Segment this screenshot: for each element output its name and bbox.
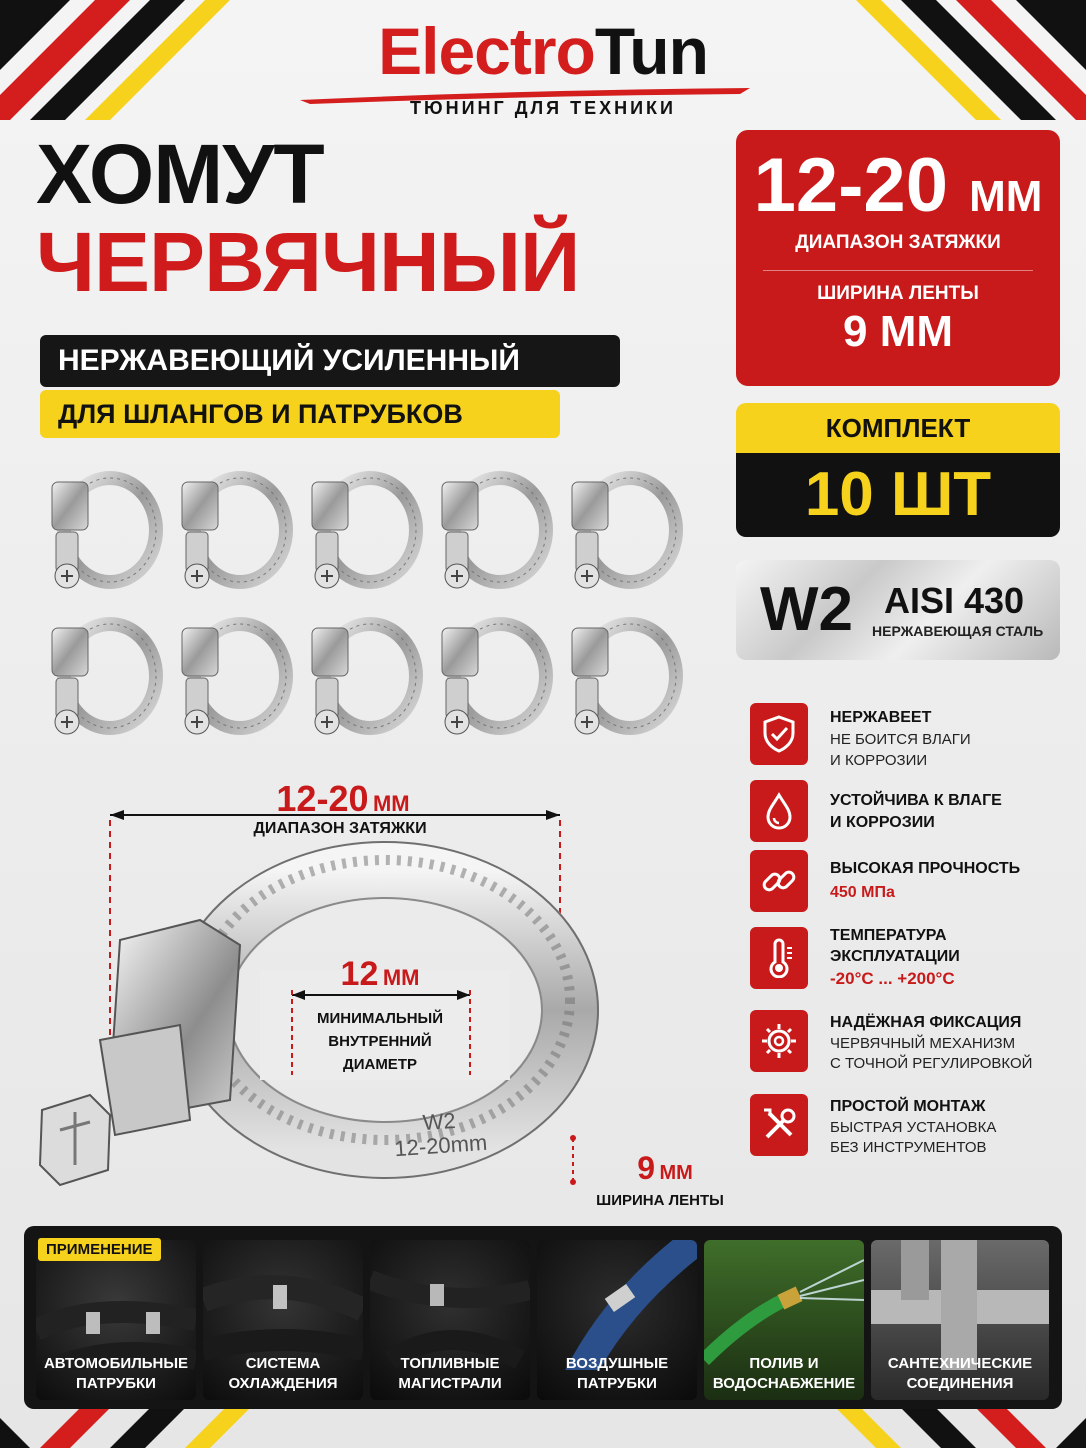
title-line-2: ЧЕРВЯЧНЫЙ — [36, 215, 580, 309]
water-drop-icon — [750, 780, 808, 842]
feature-strength — [750, 850, 1060, 914]
diagram-min-label-3: ДИАМЕТР — [343, 1056, 417, 1073]
diagram-min-label-2: ВНУТРЕННИЙ — [328, 1033, 432, 1050]
title-line-1: ХОМУТ — [36, 127, 324, 221]
range-unit: ММ — [969, 172, 1043, 221]
feature-desc-1: И КОРРОЗИИ — [830, 814, 935, 831]
diagram-width — [615, 1150, 715, 1187]
application-caption — [36, 1354, 196, 1394]
steel-grade: W2 — [760, 575, 853, 644]
feature-desc-1: НЕ БОИТСЯ ВЛАГИ — [830, 731, 971, 748]
application-card — [704, 1240, 864, 1400]
feature-desc-1: ЧЕРВЯЧНЫЙ МЕХАНИЗМ — [830, 1035, 1016, 1052]
feature-title: ПРОСТОЙ МОНТАЖ — [830, 1098, 986, 1115]
feature-desc-1: ЭКСПЛУАТАЦИИ — [830, 948, 960, 965]
feature-desc-2: -20°C ... +200°C — [830, 969, 955, 988]
title-band-yellow: ДЛЯ ШЛАНГОВ И ПАТРУБКОВ — [40, 390, 560, 438]
diagram-min-value: 12 — [340, 955, 379, 993]
feature-moisture — [750, 780, 1060, 844]
application-caption-2: ВОДОСНАБЖЕНИЕ — [712, 1375, 856, 1392]
diagram-range-value: 12-20 — [276, 778, 369, 819]
spec-box — [736, 130, 1060, 386]
application-caption — [537, 1354, 697, 1394]
brand-swoosh — [300, 86, 750, 106]
steel-grade-badge — [736, 560, 1060, 660]
applications-panel — [24, 1226, 1062, 1409]
application-caption-1: САНТЕХНИЧЕСКИЕ — [887, 1355, 1033, 1372]
diagram-width-unit: ММ — [659, 1162, 693, 1184]
application-card — [370, 1240, 530, 1400]
application-caption-1: ВОЗДУШНЫЕ — [565, 1355, 669, 1372]
application-card — [537, 1240, 697, 1400]
diagram-min-unit: ММ — [382, 965, 420, 990]
application-caption — [871, 1354, 1049, 1394]
band-engraving-1: W2 — [421, 1107, 457, 1136]
diagram-range-label: ДИАПАЗОН ЗАТЯЖКИ — [253, 820, 427, 837]
steel-aisi: AISI 430 — [884, 580, 1025, 621]
brand-name — [0, 14, 1086, 88]
width-value: 9 ММ — [843, 307, 953, 356]
application-card — [871, 1240, 1049, 1400]
feature-title: ТЕМПЕРАТУРА — [830, 927, 947, 944]
application-caption-1: ПОЛИВ И — [749, 1355, 819, 1372]
diagram-width-label: ШИРИНА ЛЕНТЫ — [596, 1192, 724, 1209]
feature-fixation — [750, 1010, 1060, 1080]
application-caption — [704, 1354, 864, 1394]
diagram-width-value: 9 — [637, 1150, 655, 1186]
brand-tagline: ТЮНИНГ ДЛЯ ТЕХНИКИ — [410, 98, 676, 118]
kit-count: 10 ШТ — [736, 453, 1060, 537]
feature-desc-2: С ТОЧНОЙ РЕГУЛИРОВКОЙ — [830, 1055, 1033, 1072]
feature-desc-1: БЫСТРАЯ УСТАНОВКА — [830, 1119, 997, 1136]
diagram-min — [300, 955, 460, 994]
application-caption-2: ОХЛАЖДЕНИЯ — [228, 1375, 338, 1392]
thermometer-icon — [750, 927, 808, 989]
application-caption-1: СИСТЕМА — [245, 1355, 321, 1372]
feature-rustproof — [750, 703, 1060, 773]
feature-title: НАДЁЖНАЯ ФИКСАЦИЯ — [830, 1014, 1022, 1031]
feature-installation — [750, 1094, 1060, 1164]
applications-badge: ПРИМЕНЕНИЕ — [38, 1238, 161, 1261]
application-caption-1: ТОПЛИВНЫЕ — [400, 1355, 500, 1372]
application-caption-2: МАГИСТРАЛИ — [398, 1375, 502, 1392]
feature-temperature — [750, 927, 1060, 997]
gear-icon — [750, 1010, 808, 1072]
feature-desc-2: И КОРРОЗИИ — [830, 752, 928, 769]
application-caption-1: АВТОМОБИЛЬНЫЕ — [43, 1355, 189, 1372]
chain-link-icon — [750, 850, 808, 912]
diagram-min-label — [290, 1007, 470, 1076]
application-caption-2: СОЕДИНЕНИЯ — [906, 1375, 1014, 1392]
spec-divider — [763, 270, 1033, 271]
application-card — [203, 1240, 363, 1400]
feature-desc-1: 450 МПа — [830, 884, 895, 901]
feature-title: ВЫСОКАЯ ПРОЧНОСТЬ — [830, 860, 1021, 877]
title-band-dark: НЕРЖАВЕЮЩИЙ УСИЛЕННЫЙ — [40, 335, 620, 387]
plumbing-pipes-image — [871, 1240, 1049, 1370]
diagram-min-label-1: МИНИМАЛЬНЫЙ — [316, 1010, 443, 1027]
steel-material: НЕРЖАВЕЮЩАЯ СТАЛЬ — [872, 623, 1044, 639]
shield-check-icon — [750, 703, 808, 765]
diagram-range — [263, 778, 423, 820]
range-value-block — [736, 143, 1060, 228]
diagram-range-unit: ММ — [372, 791, 410, 816]
cooling-image — [203, 1240, 363, 1370]
application-caption — [203, 1354, 363, 1394]
feature-desc-2: БЕЗ ИНСТРУМЕНТОВ — [830, 1139, 987, 1156]
kit-label: КОМПЛЕКТ — [736, 403, 1060, 453]
fuel-lines-image — [370, 1240, 530, 1370]
width-label: ШИРИНА ЛЕНТЫ — [817, 283, 979, 304]
range-value: 12-20 — [753, 143, 948, 228]
application-caption-2: ПАТРУБКИ — [76, 1375, 156, 1392]
application-card — [36, 1240, 196, 1400]
air-hose-image — [537, 1240, 697, 1370]
feature-title: НЕРЖАВЕЕТ — [830, 709, 932, 726]
brand-name-red: Electro — [378, 14, 595, 88]
application-caption — [370, 1354, 530, 1394]
clamps-grid — [30, 462, 690, 762]
garden-hose-image — [704, 1240, 864, 1370]
application-caption-2: ПАТРУБКИ — [577, 1375, 657, 1392]
feature-title: УСТОЙЧИВА К ВЛАГЕ — [830, 792, 1002, 809]
brand-name-dark: Tun — [594, 14, 708, 88]
band-engraving-2: 12-20mm — [393, 1129, 489, 1162]
tools-icon — [750, 1094, 808, 1156]
range-label: ДИАПАЗОН ЗАТЯЖКИ — [795, 232, 1001, 253]
